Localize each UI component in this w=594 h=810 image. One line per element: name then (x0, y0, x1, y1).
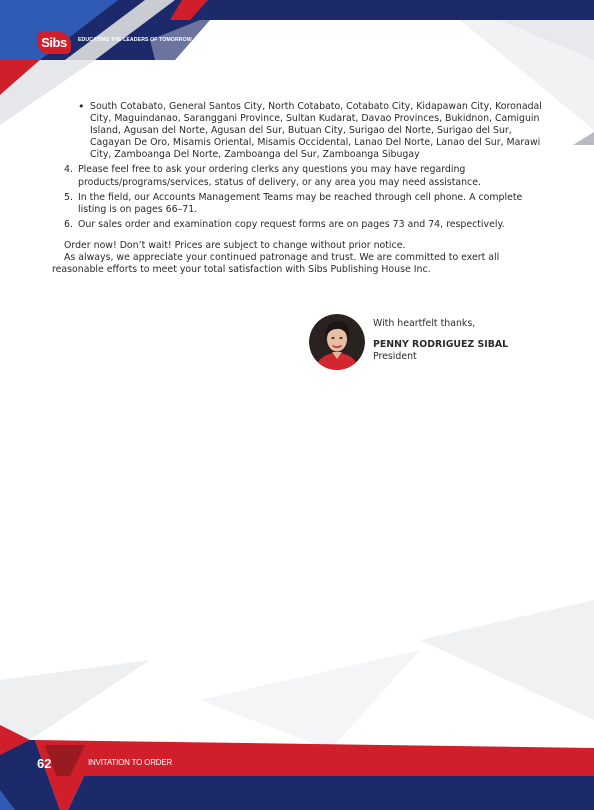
president-photo (309, 314, 365, 370)
list-item (64, 164, 542, 188)
step-number: 4. (64, 164, 73, 176)
signature-block (309, 314, 569, 374)
logo-text: Sibs (41, 35, 67, 50)
step-number: 5. (64, 191, 73, 203)
signatory-title: President (373, 351, 417, 362)
page-number: 62 (37, 756, 52, 771)
header-tagline: EDUCATING THE LEADERS OF TOMORROW (78, 37, 192, 43)
sibs-logo (37, 32, 71, 54)
closing-paragraph: As always, we appreciate your continued patronage and trust. We are committed to exert all reasonable efforts to meet your total satisfaction with Sibs Publishing House Inc. (52, 252, 500, 276)
list-item (64, 219, 542, 231)
step-text: Please feel free to ask your ordering clerks any questions you may have regarding products/programs/services, status of delivery, or any area you may need assistance. (78, 164, 481, 188)
step-number: 6. (64, 218, 73, 230)
step-text: Our sales order and examination copy request forms are on pages 73 and 74, respectively. (78, 218, 505, 230)
closing-paragraph: Order now! Don’t wait! Prices are subject to change without prior notice. (64, 239, 406, 251)
step-text: In the field, our Accounts Management Teams may be reached through cell phone. A complete listing is on pages 66–71. (78, 191, 523, 215)
signatory-name: PENNY RODRIGUEZ SIBAL (373, 339, 509, 350)
sign-off-text: With heartfelt thanks, (373, 318, 476, 329)
region-bullet-list (78, 101, 542, 161)
list-item (64, 192, 542, 216)
ordering-steps-list (64, 164, 542, 230)
list-item: • South Cotabato, General Santos City, North Cotabato, Cotabato City, Kidapawan City, Koronadal City, Maguindanao, Saranggani Province, Sultan Kudarat, Davao Provinces, Bukidnon, Camiguin Island, Agusan del Norte, Agusan del Sur, Butuan City, Surigao del Norte, Surigao del Sur, Cagayan De Oro, Misamis Oriental, Misamis Occidental, Lanao Del Norte, Lanao del Sur, Marawi City, Zamboanga Del Norte, Zamboanga del Sur, Zamboanga Sibugay (78, 101, 542, 161)
section-label: INVITATION TO ORDER (88, 758, 173, 767)
main-content (52, 101, 542, 276)
